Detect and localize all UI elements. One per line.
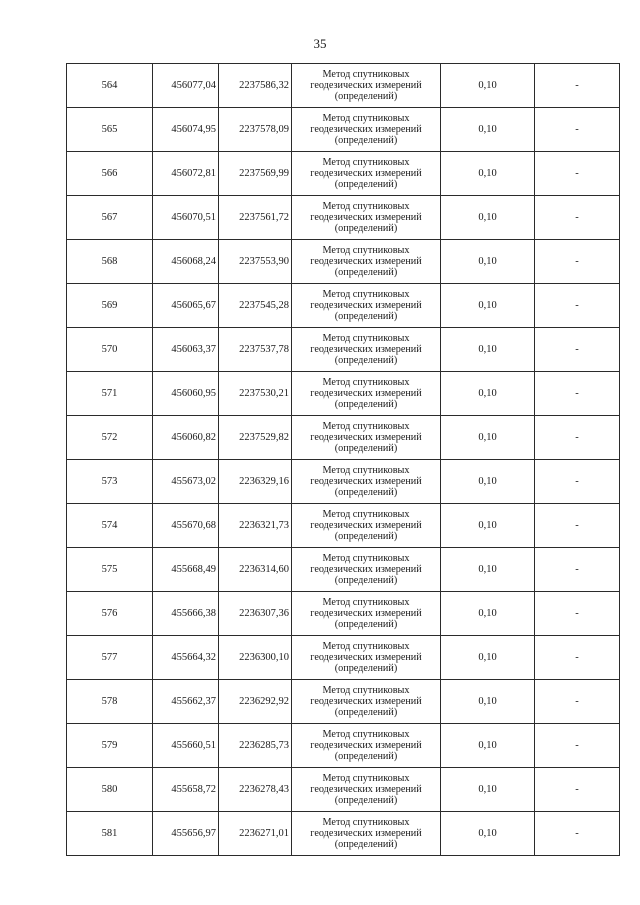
accuracy-cell: 0,10 (441, 108, 535, 152)
y-coordinate-cell: 2237569,99 (219, 152, 292, 196)
method-line-2: геодезических измерений (310, 80, 422, 91)
note-cell: - (535, 636, 620, 680)
note-cell: - (535, 768, 620, 812)
point-number-cell: 572 (67, 416, 153, 460)
accuracy-cell: 0,10 (441, 592, 535, 636)
point-number-cell: 579 (67, 724, 153, 768)
method-line-3: (определений) (334, 531, 398, 542)
method-line-3: (определений) (334, 311, 398, 322)
point-number-cell: 575 (67, 548, 153, 592)
accuracy-cell: 0,10 (441, 548, 535, 592)
point-number-cell: 565 (67, 108, 153, 152)
method-line-2: геодезических измерений (310, 696, 422, 707)
y-coordinate-cell: 2236329,16 (219, 460, 292, 504)
method-line-1: Метод спутниковых (322, 465, 410, 476)
y-coordinate-cell: 2237529,82 (219, 416, 292, 460)
point-number-cell: 570 (67, 328, 153, 372)
method-cell (292, 372, 441, 416)
note-cell: - (535, 592, 620, 636)
method-line-1: Метод спутниковых (322, 685, 410, 696)
method-cell (292, 108, 441, 152)
table-row (67, 680, 620, 724)
y-coordinate-cell: 2236314,60 (219, 548, 292, 592)
method-line-3: (определений) (334, 575, 398, 586)
y-coordinate-cell: 2236300,10 (219, 636, 292, 680)
note-cell: - (535, 680, 620, 724)
point-number-cell: 571 (67, 372, 153, 416)
note-cell: - (535, 196, 620, 240)
method-line-1: Метод спутниковых (322, 377, 410, 388)
x-coordinate-cell: 455658,72 (153, 768, 219, 812)
method-line-3: (определений) (334, 707, 398, 718)
method-line-3: (определений) (334, 91, 398, 102)
method-cell (292, 724, 441, 768)
y-coordinate-cell: 2236278,43 (219, 768, 292, 812)
y-coordinate-cell: 2237586,32 (219, 64, 292, 108)
x-coordinate-cell: 455662,37 (153, 680, 219, 724)
y-coordinate-cell: 2237545,28 (219, 284, 292, 328)
method-line-2: геодезических измерений (310, 608, 422, 619)
method-line-1: Метод спутниковых (322, 201, 410, 212)
accuracy-cell: 0,10 (441, 64, 535, 108)
note-cell: - (535, 328, 620, 372)
table-row (67, 196, 620, 240)
table-row (67, 64, 620, 108)
method-line-3: (определений) (334, 443, 398, 454)
method-line-2: геодезических измерений (310, 344, 422, 355)
y-coordinate-cell: 2237537,78 (219, 328, 292, 372)
method-line-1: Метод спутниковых (322, 729, 410, 740)
x-coordinate-cell: 456063,37 (153, 328, 219, 372)
method-cell (292, 504, 441, 548)
method-line-3: (определений) (334, 663, 398, 674)
accuracy-cell: 0,10 (441, 680, 535, 724)
table-row (67, 152, 620, 196)
table-row (67, 416, 620, 460)
note-cell: - (535, 108, 620, 152)
page-number: 35 (313, 36, 327, 51)
method-line-2: геодезических измерений (310, 784, 422, 795)
y-coordinate-cell: 2236271,01 (219, 812, 292, 856)
method-line-3: (определений) (334, 751, 398, 762)
point-number-cell: 580 (67, 768, 153, 812)
x-coordinate-cell: 456070,51 (153, 196, 219, 240)
accuracy-cell: 0,10 (441, 328, 535, 372)
method-line-1: Метод спутниковых (322, 245, 410, 256)
table-row (67, 724, 620, 768)
table-row (67, 548, 620, 592)
x-coordinate-cell: 455660,51 (153, 724, 219, 768)
y-coordinate-cell: 2237578,09 (219, 108, 292, 152)
accuracy-cell: 0,10 (441, 636, 535, 680)
method-line-3: (определений) (334, 135, 398, 146)
method-line-1: Метод спутниковых (322, 113, 410, 124)
point-number-cell: 577 (67, 636, 153, 680)
x-coordinate-cell: 455668,49 (153, 548, 219, 592)
table-row (67, 592, 620, 636)
method-line-2: геодезических измерений (310, 520, 422, 531)
method-line-3: (определений) (334, 179, 398, 190)
method-line-1: Метод спутниковых (322, 333, 410, 344)
table-row (67, 768, 620, 812)
accuracy-cell: 0,10 (441, 196, 535, 240)
point-number-cell: 568 (67, 240, 153, 284)
note-cell: - (535, 372, 620, 416)
x-coordinate-cell: 456077,04 (153, 64, 219, 108)
method-cell (292, 416, 441, 460)
table-row (67, 504, 620, 548)
method-line-2: геодезических измерений (310, 212, 422, 223)
note-cell: - (535, 416, 620, 460)
table-row (67, 812, 620, 856)
note-cell: - (535, 284, 620, 328)
method-cell (292, 196, 441, 240)
method-line-2: геодезических измерений (310, 388, 422, 399)
method-cell (292, 152, 441, 196)
table-row (67, 636, 620, 680)
note-cell: - (535, 460, 620, 504)
note-cell: - (535, 812, 620, 856)
method-line-2: геодезических измерений (310, 168, 422, 179)
method-cell (292, 548, 441, 592)
table-row (67, 108, 620, 152)
accuracy-cell: 0,10 (441, 724, 535, 768)
method-line-2: геодезических измерений (310, 740, 422, 751)
y-coordinate-cell: 2237561,72 (219, 196, 292, 240)
note-cell: - (535, 724, 620, 768)
table-row (67, 284, 620, 328)
method-cell (292, 768, 441, 812)
method-line-1: Метод спутниковых (322, 817, 410, 828)
method-line-2: геодезических измерений (310, 432, 422, 443)
method-line-1: Метод спутниковых (322, 773, 410, 784)
table-row (67, 372, 620, 416)
accuracy-cell: 0,10 (441, 284, 535, 328)
method-cell (292, 592, 441, 636)
method-line-3: (определений) (334, 795, 398, 806)
method-cell (292, 812, 441, 856)
accuracy-cell: 0,10 (441, 152, 535, 196)
accuracy-cell: 0,10 (441, 812, 535, 856)
y-coordinate-cell: 2236307,36 (219, 592, 292, 636)
y-coordinate-cell: 2237530,21 (219, 372, 292, 416)
method-line-2: геодезических измерений (310, 828, 422, 839)
x-coordinate-cell: 456068,24 (153, 240, 219, 284)
method-line-3: (определений) (334, 223, 398, 234)
point-number-cell: 581 (67, 812, 153, 856)
x-coordinate-cell: 456065,67 (153, 284, 219, 328)
method-cell (292, 240, 441, 284)
x-coordinate-cell: 456074,95 (153, 108, 219, 152)
coordinates-table-body (67, 64, 620, 856)
point-number-cell: 564 (67, 64, 153, 108)
accuracy-cell: 0,10 (441, 504, 535, 548)
point-number-cell: 576 (67, 592, 153, 636)
accuracy-cell: 0,10 (441, 460, 535, 504)
table-row (67, 328, 620, 372)
method-line-3: (определений) (334, 487, 398, 498)
method-line-1: Метод спутниковых (322, 421, 410, 432)
method-cell (292, 64, 441, 108)
x-coordinate-cell: 455656,97 (153, 812, 219, 856)
method-cell (292, 680, 441, 724)
note-cell: - (535, 64, 620, 108)
method-line-3: (определений) (334, 355, 398, 366)
y-coordinate-cell: 2236321,73 (219, 504, 292, 548)
method-line-1: Метод спутниковых (322, 553, 410, 564)
y-coordinate-cell: 2237553,90 (219, 240, 292, 284)
method-line-1: Метод спутниковых (322, 157, 410, 168)
accuracy-cell: 0,10 (441, 372, 535, 416)
method-line-2: геодезических измерений (310, 124, 422, 135)
method-line-2: геодезических измерений (310, 256, 422, 267)
point-number-cell: 573 (67, 460, 153, 504)
method-line-2: геодезических измерений (310, 476, 422, 487)
method-cell (292, 460, 441, 504)
point-number-cell: 569 (67, 284, 153, 328)
point-number-cell: 578 (67, 680, 153, 724)
y-coordinate-cell: 2236285,73 (219, 724, 292, 768)
x-coordinate-cell: 455673,02 (153, 460, 219, 504)
note-cell: - (535, 548, 620, 592)
x-coordinate-cell: 456072,81 (153, 152, 219, 196)
method-line-2: геодезических измерений (310, 300, 422, 311)
accuracy-cell: 0,10 (441, 240, 535, 284)
note-cell: - (535, 152, 620, 196)
method-line-3: (определений) (334, 399, 398, 410)
method-line-2: геодезических измерений (310, 564, 422, 575)
x-coordinate-cell: 455666,38 (153, 592, 219, 636)
method-line-1: Метод спутниковых (322, 641, 410, 652)
x-coordinate-cell: 456060,82 (153, 416, 219, 460)
note-cell: - (535, 504, 620, 548)
method-line-3: (определений) (334, 267, 398, 278)
method-cell (292, 284, 441, 328)
x-coordinate-cell: 456060,95 (153, 372, 219, 416)
point-number-cell: 574 (67, 504, 153, 548)
method-line-1: Метод спутниковых (322, 69, 410, 80)
method-cell (292, 636, 441, 680)
x-coordinate-cell: 455664,32 (153, 636, 219, 680)
point-number-cell: 567 (67, 196, 153, 240)
accuracy-cell: 0,10 (441, 416, 535, 460)
accuracy-cell: 0,10 (441, 768, 535, 812)
table-row (67, 460, 620, 504)
coordinates-table (66, 63, 620, 856)
x-coordinate-cell: 455670,68 (153, 504, 219, 548)
method-line-3: (определений) (334, 619, 398, 630)
table-row (67, 240, 620, 284)
point-number-cell: 566 (67, 152, 153, 196)
method-cell (292, 328, 441, 372)
method-line-3: (определений) (334, 839, 398, 850)
method-line-2: геодезических измерений (310, 652, 422, 663)
method-line-1: Метод спутниковых (322, 509, 410, 520)
method-line-1: Метод спутниковых (322, 289, 410, 300)
note-cell: - (535, 240, 620, 284)
method-line-1: Метод спутниковых (322, 597, 410, 608)
y-coordinate-cell: 2236292,92 (219, 680, 292, 724)
